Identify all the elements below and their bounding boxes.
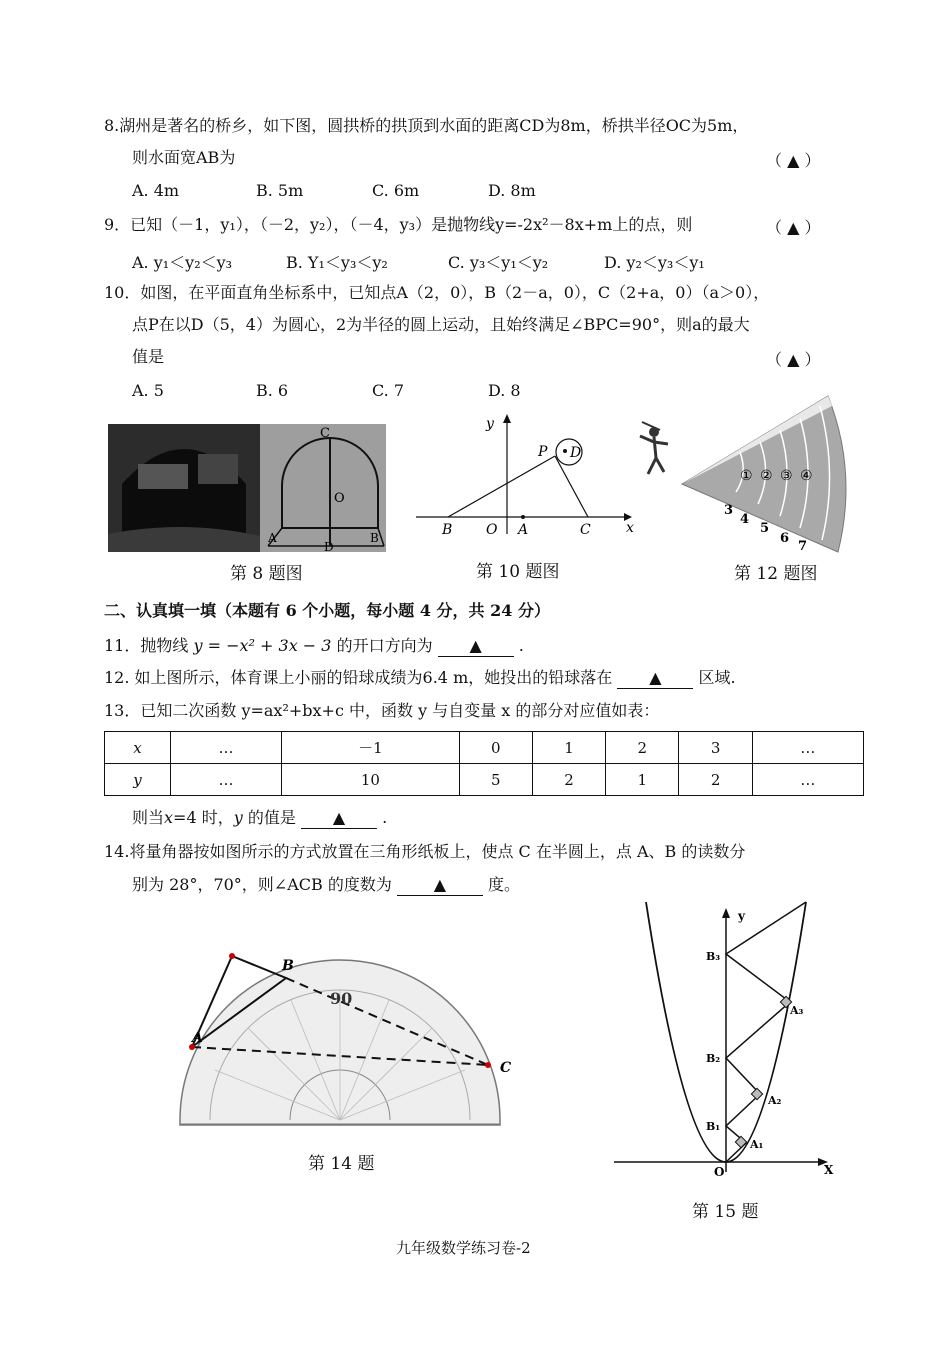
fig15-label-b2: B₂ (706, 1052, 721, 1065)
table-cell: 3 (679, 732, 752, 764)
q13-after-prefix: 则当 (132, 808, 165, 827)
fig14-label-a: A (192, 1030, 203, 1046)
distance-mark-6: 6 (780, 531, 790, 546)
table-row-x (105, 732, 864, 764)
fig10-label-p: P (538, 444, 548, 460)
q10-option-c: C. 7 (372, 381, 405, 400)
fig10-label-d: D (570, 445, 582, 461)
caption-fig15: 第 15 题 (692, 1202, 759, 1222)
fig15-label-y: y (738, 909, 745, 923)
fig10-label-a: A (518, 522, 529, 538)
q9-option-a: A. y₁＜y₂＜y₃ (132, 253, 233, 272)
fig10-label-b: B (442, 522, 453, 538)
q14-line2-suffix: 度。 (488, 875, 521, 894)
fig15-label-a3: A₃ (790, 1004, 804, 1017)
q11-suffix: 的开口方向为 (336, 636, 433, 655)
section-2-heading: 二、认真填一填（本题有 6 个小题，每小题 4 分，共 24 分） (104, 601, 550, 620)
table-cell: 1 (532, 732, 605, 764)
q11-line (104, 636, 524, 657)
table-row-y (105, 764, 864, 796)
q10-line1: 10．如图，在平面直角坐标系中，已知点A（2，0），B（2－a，0），C（2+a，0）（a＞0）， (104, 283, 770, 302)
table-cell: －1 (282, 732, 460, 764)
fig8-label-o: O (334, 491, 345, 506)
q11-answer-blank[interactable]: ▲ (438, 636, 514, 657)
q9-option-c: C. y₃＜y₁＜y₂ (448, 253, 549, 272)
q13-answer-blank[interactable]: ▲ (301, 808, 377, 829)
q11-end: . (518, 636, 524, 655)
table-cell: 2 (606, 732, 679, 764)
zone-3: ③ (780, 468, 793, 484)
q13-end: . (382, 808, 388, 827)
point-c-dot (485, 1062, 491, 1068)
fig15-label-a2: A₂ (768, 1094, 782, 1107)
caption-fig10: 第 10 题图 (476, 562, 560, 582)
fig15-label-b1: B₁ (706, 1120, 721, 1133)
fig8-label-c: C (320, 426, 330, 441)
table-cell: … (752, 732, 863, 764)
q12-answer-blank[interactable]: ▲ (617, 668, 693, 689)
q12-end: 区域. (698, 668, 736, 687)
table-cell: 10 (282, 764, 460, 796)
protractor-90-mark: 90 (330, 989, 353, 1008)
fig14-label-c: C (500, 1060, 512, 1076)
fig8-label-b: B (370, 531, 379, 545)
q14-line1: 14.将量角器按如图所示的方式放置在三角形纸板上，使点 C 在半圆上，点 A、B 的读数分 (104, 842, 746, 861)
table-cell: 2 (679, 764, 752, 796)
q12-prefix: 12. 如上图所示，体育课上小丽的铅球成绩为6.4 m，她投出的铅球落在 (104, 668, 613, 687)
table-cell: … (170, 764, 281, 796)
segment-bp (448, 456, 555, 517)
zone-4: ④ (800, 468, 813, 484)
zigzag-squares (726, 902, 806, 1162)
table-cell: 5 (459, 764, 532, 796)
fig15-label-x: X (824, 1163, 834, 1177)
q13-value-table (104, 731, 864, 796)
fig10-label-c: C (580, 522, 591, 538)
table-cell: x (105, 732, 171, 764)
q8-option-c: C. 6m (372, 181, 420, 200)
q9-answer-paren: （ ▲ ） (766, 218, 821, 237)
q13-after-x: x (164, 808, 174, 827)
q10-line2: 点P在以D（5，4）为圆心，2为半径的圆上运动，且始终满足∠BPC=90°，则a的最大 (132, 315, 750, 334)
q14-answer-blank[interactable]: ▲ (397, 875, 483, 896)
q14-line2 (132, 875, 520, 896)
q13-after-line (132, 808, 387, 829)
table-cell: … (170, 732, 281, 764)
figure-15 (610, 898, 842, 1178)
q11-prefix: 11．抛物线 (104, 636, 189, 655)
page-footer: 九年级数学练习卷-2 (396, 1239, 531, 1257)
table-cell: y (105, 764, 171, 796)
distance-mark-4: 4 (740, 512, 750, 527)
q14-line2-prefix: 别为 28°，70°，则∠ACB 的度数为 (132, 875, 392, 894)
caption-fig14: 第 14 题 (308, 1154, 375, 1174)
q10-option-d: D. 8 (488, 381, 521, 400)
table-cell: 0 (459, 732, 532, 764)
q9-line1: 9．已知（－1，y₁），（－2，y₂），（－4，y₃）是抛物线y=-2x²－8x+m上的点，则 (104, 215, 693, 234)
q10-answer-paren: （ ▲ ） (766, 350, 821, 369)
fig8-label-d: D (324, 540, 334, 554)
q11-formula: y = −x² + 3x − 3 (193, 636, 332, 655)
figure-10 (412, 410, 642, 540)
q8-answer-paren: （ ▲ ） (766, 151, 821, 170)
q8-option-d: D. 8m (488, 181, 536, 200)
q12-line (104, 668, 736, 689)
q8-line1: 8.湖州是著名的桥乡，如下图，圆拱桥的拱顶到水面的距离CD为8m，桥拱半径OC为5m， (104, 116, 749, 135)
zone-2: ② (760, 468, 773, 484)
q9-option-d: D. y₂＜y₃＜y₁ (604, 253, 705, 272)
distance-mark-3: 3 (724, 503, 734, 518)
zone-1: ① (740, 468, 753, 484)
figure-12 (632, 392, 850, 554)
distance-mark-5: 5 (760, 521, 770, 536)
q8-option-a: A. 4m (132, 181, 180, 200)
q9-option-b: B. Y₁＜y₃＜y₂ (286, 253, 388, 272)
q8-option-b: B. 5m (256, 181, 304, 200)
fig15-label-b3: B₃ (706, 950, 721, 963)
fig15-label-a1: A₁ (750, 1138, 764, 1151)
figure-14 (170, 940, 520, 1130)
fig10-label-x: x (626, 520, 634, 536)
q10-line3: 值是 (132, 347, 165, 366)
q13-line1: 13．已知二次函数 y=ax²+bx+c 中，函数 y 与自变量 x 的部分对应值如表： (104, 701, 660, 720)
caption-fig8: 第 8 题图 (230, 564, 303, 584)
fig10-label-y: y (486, 416, 494, 432)
fig15-label-o: O (714, 1165, 725, 1178)
q10-option-a: A. 5 (132, 381, 164, 400)
caption-fig12: 第 12 题图 (734, 564, 818, 584)
q13-after-mid: =4 时， (173, 808, 234, 827)
q13-after-suffix: 的值是 (247, 808, 296, 827)
fig14-label-b: B (282, 958, 294, 974)
q13-after-y: y (233, 808, 243, 827)
fig8-label-a: A (268, 531, 277, 545)
distance-mark-7: 7 (798, 539, 808, 554)
q8-line2: 则水面宽AB为 (132, 148, 236, 167)
table-cell: … (752, 764, 863, 796)
q10-option-b: B. 6 (256, 381, 289, 400)
table-cell: 2 (532, 764, 605, 796)
fig10-label-o: O (486, 522, 498, 538)
figure-8 (108, 424, 386, 554)
table-cell: 1 (606, 764, 679, 796)
thrower-figure (640, 422, 668, 474)
